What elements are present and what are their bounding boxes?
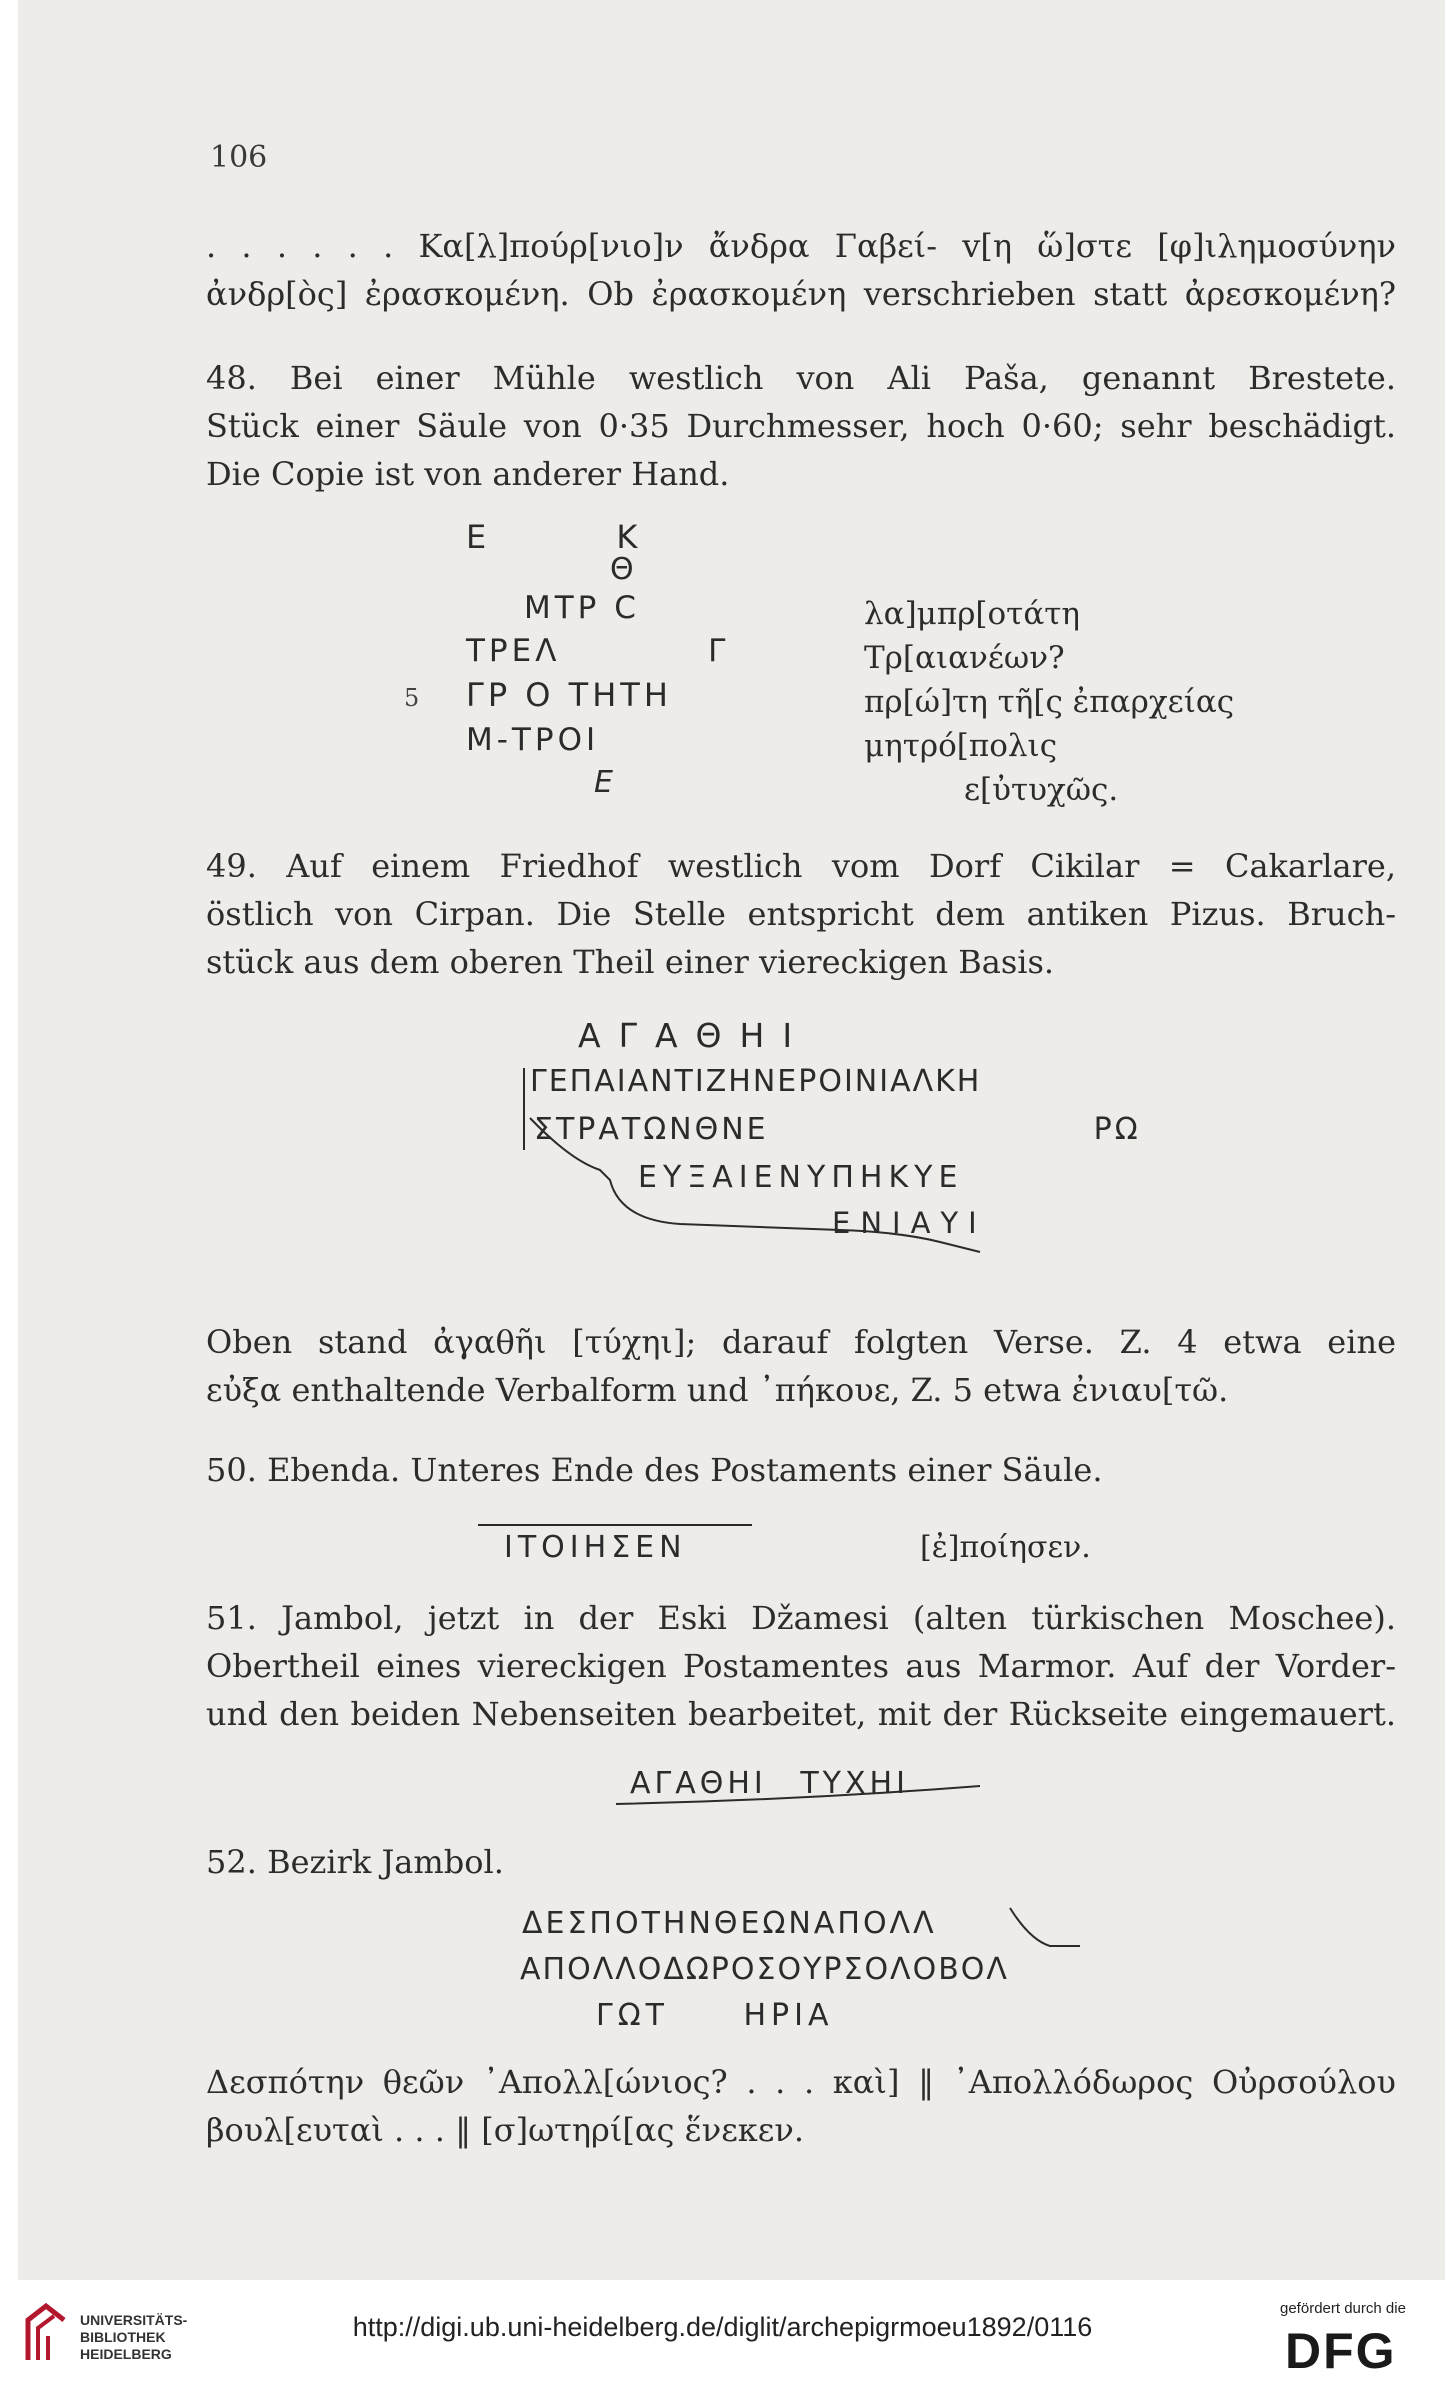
dfg-logo: DFG xyxy=(1285,2323,1397,2379)
sec48-line-3: Die Copie ist von anderer Hand. xyxy=(206,455,730,493)
sec49-line-2: östlich von Cirpan. Die Stelle entspricht dem antiken Pizus. Bruch- xyxy=(206,895,1396,933)
sec52-insc-1: ΔΕΣΠΟΤΗΝΘΕΩΝΑΠΟΛΛ xyxy=(522,1906,937,1941)
intro-line-1: . . . . . . Κα[λ]πούρ[νιο]ν ἄνδρα Γαβεί- v[η ὥ]στε [φ]ιλημοσύνην xyxy=(206,227,1396,265)
sec51-underline xyxy=(616,1786,980,1804)
sec52-transcription xyxy=(206,2058,1396,2154)
sec49-note xyxy=(206,1318,1396,1414)
sec51-line-3: und den beiden Nebenseiten bearbeitet, mit der Rückseite eingemauert. xyxy=(206,1695,1396,1733)
page-number: 106 xyxy=(210,140,268,175)
sec51-inscription: ΑΓΑΘΗΙ ΤΥΧΗΙ xyxy=(630,1766,909,1801)
sec51-line-1: 51. Jambol, jetzt in der Eski Džamesi (alten türkischen Moschee). xyxy=(206,1599,1396,1637)
sec52-break-line xyxy=(1010,1908,1080,1946)
sec51-underline-drawing xyxy=(610,1780,990,1810)
sec48-trans-5: ε[ὐτυχῶς. xyxy=(964,772,1119,808)
sec49-insc-4: ΕΥΞΑΙΕΝΥΠΗΚΥΕ xyxy=(638,1160,964,1195)
sec48-insc-3: ΜΤΡ C xyxy=(524,590,640,626)
sec48-transcription xyxy=(864,592,1234,812)
sec49-insc-1: ΑΓΑΘΗΙ xyxy=(578,1016,811,1055)
section-51-text xyxy=(206,1594,1396,1738)
section-50-text xyxy=(206,1446,1396,1494)
sec49-note-line-1: Oben stand ἀγαθῆι [τύχηι]; darauf folgten Verse. Z. 4 etwa eine xyxy=(206,1323,1396,1361)
sec49-line-3: stück aus dem oberen Theil einer viereckigen Basis. xyxy=(206,943,1055,981)
sec49-line-1: 49. Auf einem Friedhof westlich vom Dorf Cikilar = Cakarlare, xyxy=(206,847,1396,885)
sec52-break-drawing xyxy=(1000,1900,1100,1980)
sec48-trans-2: Τρ[αιανέων? xyxy=(864,640,1065,676)
sec50-rule xyxy=(478,1524,752,1526)
sec48-line-2: Stück einer Säule von 0·35 Durchmesser, hoch 0·60; sehr beschädigt. xyxy=(206,407,1396,445)
document-url-link[interactable]: http://digi.ub.uni-heidelberg.de/diglit/archepigrmoeu1892/0116 xyxy=(352,2312,1093,2342)
sec52-line: 52. Bezirk Jambol. xyxy=(206,1843,504,1881)
sec52-insc-2: ΑΠΟΛΛΟΔΩΡΟΣΟΥΡΣΟΛΟΒΟΛ xyxy=(520,1952,1009,1987)
intro-paragraph xyxy=(206,222,1396,318)
library-name: UNIVERSITÄTS- BIBLIOTHEK HEIDELBERG xyxy=(80,2312,188,2362)
sec48-insc-1: E K xyxy=(466,518,698,556)
sec48-line-1: 48. Bei einer Mühle westlich von Ali Paša, genannt Brestete. xyxy=(206,359,1396,397)
section-48-text xyxy=(206,354,1396,498)
sec48-insc-6: Μ-ΤΡΟΙ xyxy=(466,722,600,758)
section-52-text xyxy=(206,1838,1396,1886)
sec48-insc-4: ΤΡΕΛ Γ xyxy=(466,633,730,669)
sec50-line: 50. Ebenda. Unteres Ende des Postaments einer Säule. xyxy=(206,1451,1103,1489)
sec49-insc-3: ΣΤΡΑΤΩΝΘΝΕ ΡΩ xyxy=(534,1112,1141,1147)
sec49-insc-5: ΕΝΙΑΥΙ xyxy=(832,1206,987,1240)
intro-line-2: ἀνδρ[ὸς] ἐρασκομένη. Ob ἐρασκομένη verschrieben statt ἀρεσκομένη? xyxy=(206,275,1396,313)
sec48-insc-2: Θ xyxy=(610,552,638,587)
sec48-trans-1: λα]μπρ[οτάτη xyxy=(864,596,1080,632)
sec48-trans-3: πρ[ώ]τη τῆ[ς ἐπαρχείας xyxy=(864,684,1235,720)
sec49-insc-2: ΓΕΠΑΙΑΝΤΙΖΗΝΕΡΟΙΝΙΑΛΚΗ xyxy=(530,1064,982,1099)
sec48-insc-5: ΓΡ Ο ΤΗΤΗ xyxy=(466,676,672,714)
section-49-text xyxy=(206,842,1396,986)
sec52-insc-3: ΓΩΤ ΗΡΙΑ xyxy=(596,1998,834,2033)
sec50-inscription: ΙΤΟΙΗΣΕΝ xyxy=(504,1530,687,1565)
funding-label: gefördert durch die xyxy=(1280,2300,1406,2317)
sec49-note-line-2: εὐξα enthaltende Verbalform und ᾿πήκουε, Z. 5 etwa ἐνιαυ[τῶ. xyxy=(206,1371,1229,1409)
sec52-trans-2: βουλ[ευταὶ . . . ‖ [σ]ωτηρί[ας ἕνεκεν. xyxy=(206,2111,804,2149)
sec48-line-number: 5 xyxy=(404,684,420,712)
sec48-trans-4: μητρό[πολις xyxy=(864,728,1058,764)
sec50-transcription: [ἐ]ποίησεν. xyxy=(920,1530,1091,1565)
sec52-trans-1: Δεσπότην θεῶν ᾿Απολλ[ώνιος? . . . καὶ] ‖ ᾿Απολλόδωρος Οὐρσούλου xyxy=(206,2063,1396,2101)
sec51-line-2: Obertheil eines viereckigen Postamentes aus Marmor. Auf der Vorder- xyxy=(206,1647,1396,1685)
sec48-insc-7: Ε xyxy=(594,765,617,800)
